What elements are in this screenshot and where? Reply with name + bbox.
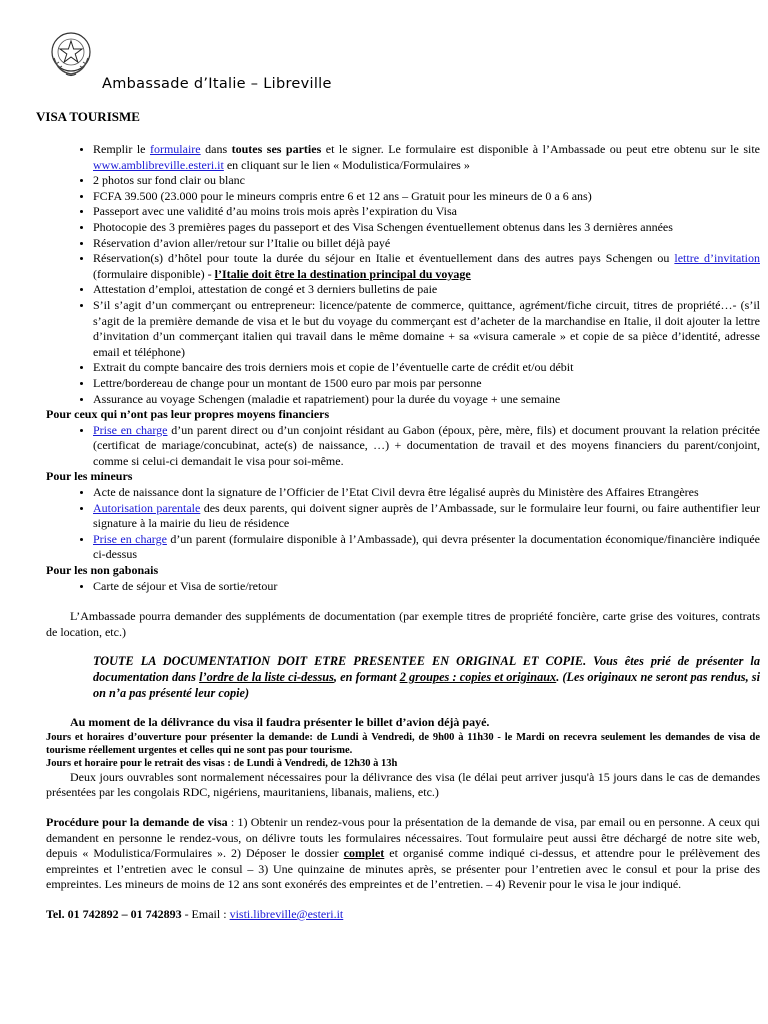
list-item: • Prise en charge d’un parent direct ou d’un conjoint résidant au Gabon (époux, père, mère, fils) et document prouvant la relation précitée (certificat de mariage/concubinat, acte(s) de naissance, …) + documentation de travail et des moyens financiers du parent/conjoint, comme si celui-ci demandait le visa pour soi-même. [93, 423, 760, 470]
contact-line: Tel. 01 742892 – 01 742893 - Email : visti.libreville@esteri.it [46, 906, 344, 921]
minors-list [46, 485, 760, 563]
supplements-paragraph: L’Ambassade pourra demander des suppléments de documentation (par exemple titres de propriété foncière, carte grise des voitures, contrats de location, etc.) [46, 609, 760, 639]
list-item: • Photocopie des 3 premières pages du passeport et des Visa Schengen éventuellement obtenus dans les 3 dernières années [93, 220, 760, 236]
non-gabonais-list [46, 579, 760, 595]
list-item: • Passeport avec une validité d’au moins trois mois après l’expiration du Visa [93, 204, 760, 220]
list-item: • Réservation d’avion aller/retour sur l’Italie ou billet déjà payé [93, 236, 760, 252]
minors-heading: Pour les mineurs [46, 469, 133, 484]
documentation-notice: TOUTE LA DOCUMENTATION DOIT ETRE PRESENTEE EN ORIGINAL ET COPIE. Vous êtes prié de présenter la documentation dans l’ordre de la liste ci-dessus, en formant 2 groupes : copies et originaux. (Les originaux ne seront pas rendus, si on n’a pas présenté leur copie) [93, 654, 760, 700]
list-item: • Réservation(s) d’hôtel pour toute la durée du séjour en Italie et éventuellement dans des autres pays Schengen ou lettre d’invitation (formulaire disponible) - l’Italie doit être la destination principal du voyage [93, 251, 760, 282]
list-item: • Assurance au voyage Schengen (maladie et rapatriement) pour la durée du voyage + une semaine [93, 392, 760, 408]
prise-en-charge-link[interactable]: Prise en charge [93, 422, 168, 437]
non-gabonais-heading: Pour les non gabonais [46, 563, 159, 578]
tourism-requirements-list [46, 142, 760, 407]
list-item: • FCFA 39.500 (23.000 pour le mineurs compris entre 6 et 12 ans – Gratuit pour les mineurs de 0 a 6 ans) [93, 189, 760, 205]
deposit-hours: Jours et horaires d’ouverture pour présenter la demande: de Lundi à Vendredi, de 9h00 à 11h30 - le Mardi on recevra seulement les demandes de visa de tourisme réellement urgentes et celles qui ne sont pas pour tourisme. [46, 731, 760, 756]
list-item: • 2 photos sur fond clair ou blanc [93, 173, 760, 189]
prise-en-charge-minor-link[interactable]: Prise en charge [93, 531, 167, 546]
invitation-letter-link[interactable]: lettre d’invitation [674, 251, 760, 266]
list-item: • Prise en charge d’un parent (formulaire disponible à l’Ambassade), qui devra présenter la documentation économique/financière indiquée ci-dessus [93, 532, 760, 563]
delivery-note: Au moment de la délivrance du visa il faudra présenter le billet d’avion déjà payé. [70, 715, 490, 730]
italian-emblem-icon [48, 28, 94, 78]
email-link[interactable]: visti.libreville@esteri.it [229, 906, 344, 921]
formulaire-link[interactable]: formulaire [149, 142, 201, 156]
no-means-heading: Pour ceux qui n’ont pas leur propres moyens financiers [46, 407, 330, 422]
list-item: • Acte de naissance dont la signature de l’Officier de l’Etat Civil devra être légalisé auprès du Ministère des Affaires Etrangères [93, 485, 760, 501]
no-means-list [46, 423, 760, 470]
list-item: • Remplir le formulaire dans toutes ses parties et le signer. Le formulaire est disponible à l’Ambassade ou peut etre obtenu sur le site www.amblibreville.esteri.it en cliquant sur le lien « Modulistica/Formulaires » [93, 142, 760, 173]
parental-authorization-link[interactable]: Autorisation parentale [93, 500, 201, 515]
document-body [46, 142, 760, 923]
processing-paragraph: Deux jours ouvrables sont normalement nécessaires pour la délivrance des visa (le délai peut arriver jusqu'à 15 jours dans le cas de demandes présentées par les congolais RDC, nigériens, mauritaniens, libanais, maliens, etc.) [46, 769, 760, 800]
phone-numbers: Tel. 01 742892 – 01 742893 [46, 906, 182, 921]
website-link[interactable]: www.amblibreville.esteri.it [93, 157, 224, 172]
list-item: • S’il s’agit d’un commerçant ou entrepreneur: licence/patente de commerce, quittance, agrément/fiche circuit, titres de propriété…- (s’il s’agit de la première demande de visa et le but du voyage du commerçant est d’acheter de la marchandise en Italie, il doit ajouter la lettre d’invitation d’un commerçant italien qui travail dans le même domaine + sa «visura camerale » et copie de sa pièce d’identité, adresse email et téléphone) [93, 298, 760, 360]
section-title: VISA TOURISME [36, 109, 140, 124]
procedure-paragraph: Procédure pour la demande de visa : 1) Obtenir un rendez-vous pour la présentation de la demande de visa, par email ou en personne. A ceux qui demandent en personne le rendez-vous, on délivre touts les formulaires nécessaires. Tout formulaire peut aussi être déchargé de notre site web, depuis « Modulistica/Formulaires ». 2) Déposer le dossier complet et organisé comme indiqué ci-dessus, et attendre pour le prélèvement des empreintes et l’entretien avec le consul – 3) Une quinzaine de minutes après, se présenter pour l’entretien avec le consul et pour la prise des empreintes. Les mineurs de moins de 12 ans sont exonérés des empreintes et de l’entretien. – 4) Revenir pour le visa le jour indiqué. [46, 814, 760, 892]
list-item: • Extrait du compte bancaire des trois derniers mois et copie de l’éventuelle carte de crédit et/ou débit [93, 360, 760, 376]
list-item: • Carte de séjour et Visa de sortie/retour [93, 579, 760, 595]
embassy-title: Ambassade d’Italie – Libreville [102, 76, 332, 92]
list-item: • Autorisation parentale des deux parents, qui doivent signer auprès de l’Ambassade, sur le formulaire leur fourni, ou faire authentifier leur signature à la mairie du lieu de résidence [93, 501, 760, 532]
pickup-hours: Jours et horaire pour le retrait des visas : de Lundi à Vendredi, de 12h30 à 13h [46, 757, 398, 769]
list-item: • Lettre/bordereau de change pour un montant de 1500 euro par mois par personne [93, 376, 760, 392]
list-item: • Attestation d’emploi, attestation de congé et 3 derniers bulletins de paie [93, 282, 760, 298]
